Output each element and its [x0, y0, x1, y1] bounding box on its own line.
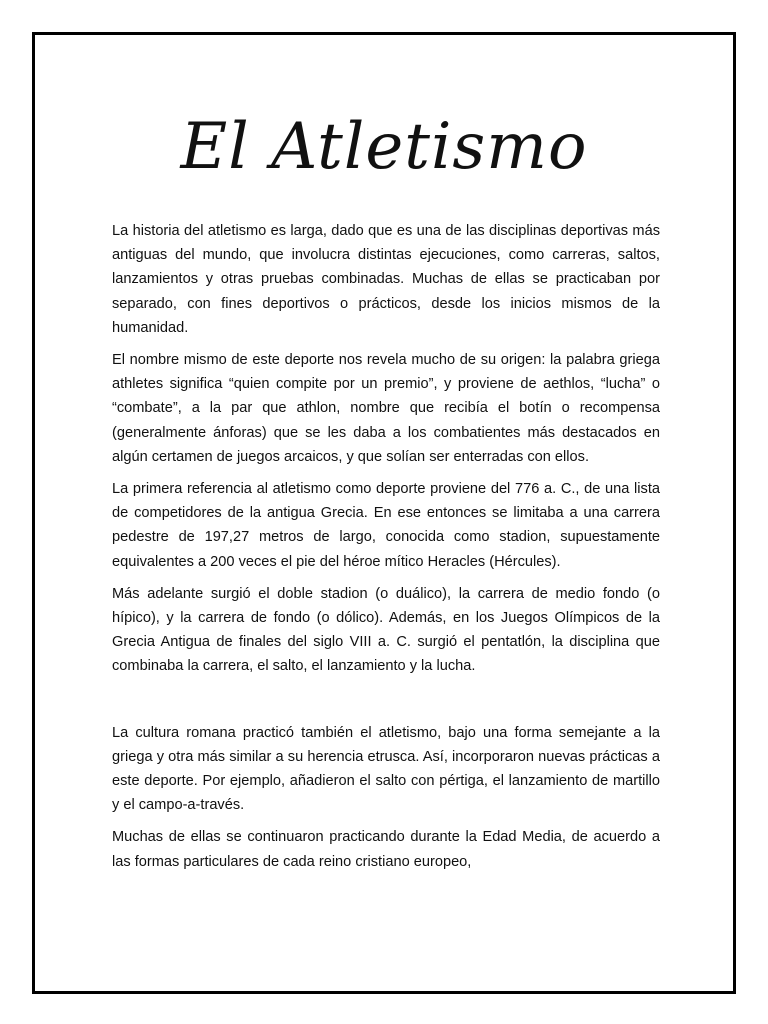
document-body — [112, 219, 660, 882]
page-frame — [32, 32, 736, 994]
paragraph-name-origin: El nombre mismo de este deporte nos revela mucho de su origen: la palabra griega athletes significa “quien compite por un premio”, y proviene de aethlos, “lucha” o “combate”, a la par que athlon, nombre que recibía el botín o recompensa (generalmente ánforas) que se les daba a los combatientes más destacados en algún certamen de juegos arcaicos, y que solían ser enterradas con ellos. — [112, 352, 660, 465]
paragraph-later-races: Más adelante surgió el doble stadion (o duálico), la carrera de medio fondo (o hípico), y la carrera de fondo (o dólico). Además, en los Juegos Olímpicos de la Grecia Antigua de finales del siglo VIII a. C. surgió el pentatlón, la disciplina que combinaba la carrera, el salto, el lanzamiento y la lucha. — [112, 585, 660, 675]
paragraph-first-reference: La primera referencia al atletismo como deporte proviene del 776 a. C., de una lista de competidores de la antigua Grecia. En ese entonces se limitaba a una carrera pedestre de 197,27 metros de largo, conocida como stadion, supuestamente equivalentes a 200 veces el pie del héroe mítico Heracles (Hércules). — [112, 481, 660, 570]
paragraph-middle-ages: Muchas de ellas se continuaron practicando durante la Edad Media, de acuerdo a las formas particulares de cada reino cristiano europeo, — [112, 829, 660, 870]
paragraph-history: La historia del atletismo es larga, dado que es una de las disciplinas deportivas más antiguas del mundo, que involucra distintas ejecuciones, como carreras, saltos, lanzamientos y otras pruebas combinadas. Muchas de ellas se practicaban por separado, con fines deportivos o prácticos, desde los inicios mismos de la humanidad. — [112, 223, 660, 336]
document-title: El Atletismo — [180, 110, 588, 184]
paragraph-roman-culture: La cultura romana practicó también el atletismo, bajo una forma semejante a la griega y otra más similar a su herencia etrusca. Así, incorporaron nuevas prácticas a este deporte. Por ejemplo, añadieron el salto con pértiga, el lanzamiento de martillo y el campo-a-través. — [112, 724, 660, 814]
